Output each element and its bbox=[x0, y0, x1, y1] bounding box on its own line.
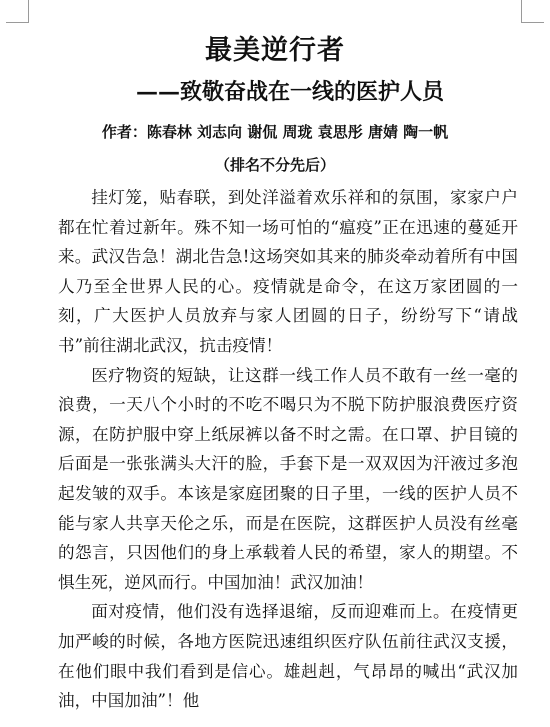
paragraph-2: 医疗物资的短缺，让这群一线工作人员不敢有一丝一毫的浪费，一天八个小时的不吃不喝只为不脱下防护服浪费医疗资源，在防护服中穿上纸尿裤以备不时之需。在口罩、护目镜的后面是一张张满头大汗的脸，手套下是一双双因为汗液过多泡起发皱的双手。本该是家庭团聚的日子里，一线的医护人员不能与家人共享天伦之乐，而是在医院，这群医护人员没有丝毫的怨言，只因他们的身上承载着人民的希望，家人的期望。不惧生死，逆风而行。中国加油！武汉加油！ bbox=[58, 365, 518, 592]
paragraph-1: 挂灯笼，贴春联，到处洋溢着欢乐祥和的氛围，家家户户都在忙着过新年。殊不知一场可怕的“瘟疫”正在迅速的蔓延开来。武汉告急！湖北告急!这场突如其来的肺炎牵动着所有中国人乃至全世界人民的心。疫情就是命令，在这万家团圆的一刻，广大医护人员放弃与家人团圆的日子，纷纷写下“请战书”前往湖北武汉，抗击疫情！ bbox=[58, 188, 518, 355]
document-subtitle: ——致敬奋战在一线的医护人员 bbox=[135, 79, 444, 105]
crop-mark-top-right bbox=[521, 0, 544, 23]
article-body bbox=[58, 183, 518, 716]
crop-mark-top-left bbox=[6, 0, 29, 23]
ranking-note: （排名不分先后） bbox=[214, 156, 335, 174]
paragraph-3: 面对疫情，他们没有选择退缩，反而迎难而上。在疫情更加严峻的时候，各地方医院迅速组织医疗队伍前往武汉支援，在他们眼中我们看到是信心。雄赳赳，气昂昂的喊出“武汉加油，中国加油”！他 bbox=[58, 602, 518, 711]
document-title: 最美逆行者 bbox=[205, 35, 345, 66]
author-line: 作者：陈春林 刘志向 谢侃 周珑 袁思彤 唐婧 陶一帆 bbox=[101, 123, 449, 141]
